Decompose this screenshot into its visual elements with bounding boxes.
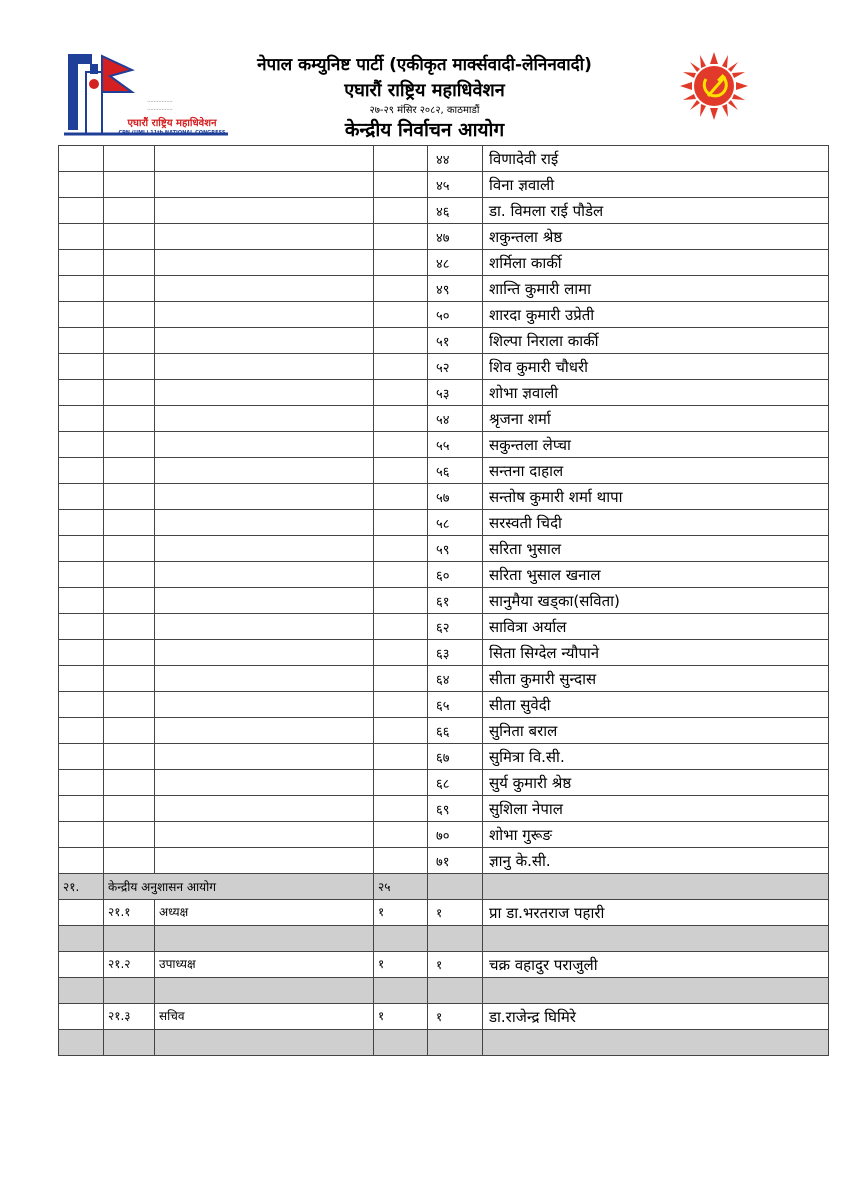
table-row bbox=[59, 770, 829, 796]
empty-cell bbox=[59, 276, 104, 302]
post-count: १ bbox=[374, 900, 428, 926]
candidate-name: शोभा गुरूङ bbox=[483, 822, 829, 848]
candidate-name: श्रृजना शर्मा bbox=[483, 406, 829, 432]
empty-cell bbox=[374, 562, 428, 588]
post-title: सचिव bbox=[155, 1004, 374, 1030]
empty-cell bbox=[104, 198, 155, 224]
empty-cell bbox=[155, 848, 374, 874]
empty-cell bbox=[155, 510, 374, 536]
empty-cell bbox=[104, 302, 155, 328]
table-row bbox=[59, 250, 829, 276]
empty-cell bbox=[104, 796, 155, 822]
empty-cell bbox=[374, 172, 428, 198]
candidate-name: सीता सुवेदी bbox=[483, 692, 829, 718]
empty-cell bbox=[104, 978, 155, 1004]
serial-number: ६० bbox=[428, 562, 483, 588]
svg-text:................: ................ bbox=[147, 98, 173, 104]
svg-text:................: ................ bbox=[147, 106, 173, 112]
empty-cell bbox=[374, 640, 428, 666]
empty-cell bbox=[374, 354, 428, 380]
empty-cell bbox=[155, 406, 374, 432]
table-row bbox=[59, 588, 829, 614]
empty-cell bbox=[374, 926, 428, 952]
serial-number: ६७ bbox=[428, 744, 483, 770]
empty-cell bbox=[155, 302, 374, 328]
candidate-name: ज्ञानु के.सी. bbox=[483, 848, 829, 874]
empty-cell bbox=[374, 250, 428, 276]
serial-number: ५० bbox=[428, 302, 483, 328]
empty-cell bbox=[104, 562, 155, 588]
serial-number: ५४ bbox=[428, 406, 483, 432]
serial-number: ४९ bbox=[428, 276, 483, 302]
empty-cell bbox=[155, 354, 374, 380]
serial-number: ६१ bbox=[428, 588, 483, 614]
empty-cell bbox=[155, 458, 374, 484]
serial-number: ५७ bbox=[428, 484, 483, 510]
empty-cell bbox=[428, 926, 483, 952]
candidate-name: शर्मिला कार्की bbox=[483, 250, 829, 276]
serial-number: ४४ bbox=[428, 146, 483, 172]
post-title: अध्यक्ष bbox=[155, 900, 374, 926]
candidate-name: सरस्वती चिदी bbox=[483, 510, 829, 536]
empty-cell bbox=[59, 432, 104, 458]
post-count: १ bbox=[374, 952, 428, 978]
section-row bbox=[59, 874, 829, 900]
empty-cell bbox=[374, 822, 428, 848]
empty-cell bbox=[374, 692, 428, 718]
candidate-name: शोभा ज्ञवाली bbox=[483, 380, 829, 406]
empty-cell bbox=[59, 588, 104, 614]
serial-number: ६५ bbox=[428, 692, 483, 718]
empty-cell bbox=[104, 380, 155, 406]
empty-cell bbox=[104, 848, 155, 874]
table-row bbox=[59, 614, 829, 640]
empty-cell bbox=[59, 302, 104, 328]
table-row bbox=[59, 744, 829, 770]
table-row bbox=[59, 666, 829, 692]
empty-cell bbox=[104, 484, 155, 510]
candidate-name: शकुन्तला श्रेष्ठ bbox=[483, 224, 829, 250]
separator-row bbox=[59, 926, 829, 952]
serial-number: ६६ bbox=[428, 718, 483, 744]
empty-cell bbox=[59, 536, 104, 562]
candidate-name: शिव कुमारी चौधरी bbox=[483, 354, 829, 380]
candidate-name: शिल्पा निराला कार्की bbox=[483, 328, 829, 354]
empty-cell bbox=[374, 536, 428, 562]
candidate-name: सरिता भुसाल bbox=[483, 536, 829, 562]
candidate-name: सीता कुमारी सुन्दास bbox=[483, 666, 829, 692]
candidate-name: सकुन्तला लेप्चा bbox=[483, 432, 829, 458]
empty-cell bbox=[155, 250, 374, 276]
candidate-name: सुशिला नेपाल bbox=[483, 796, 829, 822]
empty-cell bbox=[155, 1030, 374, 1056]
empty-cell bbox=[155, 224, 374, 250]
empty-cell bbox=[155, 198, 374, 224]
empty-cell bbox=[428, 1030, 483, 1056]
empty-cell bbox=[374, 718, 428, 744]
candidate-name: शान्ति कुमारी लामा bbox=[483, 276, 829, 302]
empty-cell bbox=[59, 562, 104, 588]
empty-cell bbox=[59, 666, 104, 692]
serial-number: ६९ bbox=[428, 796, 483, 822]
post-title: उपाध्यक्ष bbox=[155, 952, 374, 978]
empty-cell bbox=[155, 562, 374, 588]
serial-number: ५२ bbox=[428, 354, 483, 380]
party-emblem-icon bbox=[680, 52, 748, 120]
table-row bbox=[59, 224, 829, 250]
empty-cell bbox=[155, 276, 374, 302]
table-row bbox=[59, 484, 829, 510]
section-number: २१. bbox=[59, 874, 104, 900]
empty-cell bbox=[59, 510, 104, 536]
candidate-name: सिता सिग्देल न्यौपाने bbox=[483, 640, 829, 666]
empty-cell bbox=[59, 718, 104, 744]
logo-subtext: CPN (UML) 11th NATIONAL CONGRESS bbox=[118, 130, 226, 136]
table-row bbox=[59, 692, 829, 718]
empty-cell bbox=[374, 978, 428, 1004]
empty-cell bbox=[483, 926, 829, 952]
serial-number: ६३ bbox=[428, 640, 483, 666]
empty-cell bbox=[59, 900, 104, 926]
empty-cell bbox=[59, 380, 104, 406]
empty-cell bbox=[104, 458, 155, 484]
serial-number: १ bbox=[428, 900, 483, 926]
separator-row bbox=[59, 978, 829, 1004]
serial-number: ४५ bbox=[428, 172, 483, 198]
post-row bbox=[59, 952, 829, 978]
empty-cell bbox=[374, 770, 428, 796]
empty-cell bbox=[374, 146, 428, 172]
empty-cell bbox=[104, 406, 155, 432]
empty-cell bbox=[104, 354, 155, 380]
section-count: २५ bbox=[374, 874, 428, 900]
empty-cell bbox=[428, 978, 483, 1004]
empty-cell bbox=[59, 952, 104, 978]
empty-cell bbox=[104, 510, 155, 536]
serial-number: ४८ bbox=[428, 250, 483, 276]
empty-cell bbox=[374, 510, 428, 536]
serial-number: ६४ bbox=[428, 666, 483, 692]
empty-cell bbox=[104, 718, 155, 744]
serial-number: ४७ bbox=[428, 224, 483, 250]
empty-cell bbox=[104, 172, 155, 198]
separator-row bbox=[59, 1030, 829, 1056]
empty-cell bbox=[374, 614, 428, 640]
empty-cell bbox=[104, 640, 155, 666]
table-row bbox=[59, 432, 829, 458]
table-row bbox=[59, 146, 829, 172]
candidate-name: सन्तोष कुमारी शर्मा थापा bbox=[483, 484, 829, 510]
empty-cell bbox=[155, 666, 374, 692]
empty-cell bbox=[155, 172, 374, 198]
empty-cell bbox=[155, 718, 374, 744]
empty-cell bbox=[104, 146, 155, 172]
candidate-name: विणादेवी राई bbox=[483, 146, 829, 172]
serial-number: ६८ bbox=[428, 770, 483, 796]
empty-cell bbox=[374, 588, 428, 614]
table-row bbox=[59, 354, 829, 380]
empty-cell bbox=[59, 484, 104, 510]
table-row bbox=[59, 822, 829, 848]
empty-cell bbox=[104, 822, 155, 848]
empty-cell bbox=[155, 744, 374, 770]
empty-cell bbox=[59, 198, 104, 224]
table-row bbox=[59, 848, 829, 874]
empty-cell bbox=[374, 406, 428, 432]
empty-cell bbox=[104, 536, 155, 562]
empty-cell bbox=[374, 848, 428, 874]
empty-cell bbox=[59, 354, 104, 380]
empty-cell bbox=[155, 536, 374, 562]
table-row bbox=[59, 640, 829, 666]
empty-cell bbox=[104, 588, 155, 614]
empty-cell bbox=[428, 874, 483, 900]
empty-cell bbox=[104, 224, 155, 250]
post-count: १ bbox=[374, 1004, 428, 1030]
serial-number: ५१ bbox=[428, 328, 483, 354]
empty-cell bbox=[155, 432, 374, 458]
empty-cell bbox=[155, 692, 374, 718]
post-row bbox=[59, 900, 829, 926]
empty-cell bbox=[104, 250, 155, 276]
empty-cell bbox=[59, 770, 104, 796]
empty-cell bbox=[374, 432, 428, 458]
serial-number: १ bbox=[428, 952, 483, 978]
empty-cell bbox=[374, 666, 428, 692]
candidate-name: चक्र वहादुर पराजुली bbox=[483, 952, 829, 978]
candidate-name: सानुमैया खड्का(सविता) bbox=[483, 588, 829, 614]
post-row bbox=[59, 1004, 829, 1030]
table-row bbox=[59, 406, 829, 432]
empty-cell bbox=[155, 380, 374, 406]
candidate-table-body bbox=[59, 146, 829, 1056]
empty-cell bbox=[104, 692, 155, 718]
empty-cell bbox=[483, 978, 829, 1004]
logo-text: एघारौं राष्ट्रिय महाधिवेशन bbox=[127, 118, 217, 129]
candidate-table bbox=[58, 145, 829, 1056]
empty-cell bbox=[483, 874, 829, 900]
candidate-name: शारदा कुमारी उप्रेती bbox=[483, 302, 829, 328]
empty-cell bbox=[104, 926, 155, 952]
empty-cell bbox=[374, 198, 428, 224]
table-row bbox=[59, 198, 829, 224]
candidate-name: सन्तना दाहाल bbox=[483, 458, 829, 484]
table-row bbox=[59, 536, 829, 562]
empty-cell bbox=[374, 458, 428, 484]
empty-cell bbox=[59, 224, 104, 250]
empty-cell bbox=[374, 796, 428, 822]
empty-cell bbox=[155, 614, 374, 640]
serial-number: ५६ bbox=[428, 458, 483, 484]
table-row bbox=[59, 276, 829, 302]
empty-cell bbox=[59, 614, 104, 640]
empty-cell bbox=[155, 796, 374, 822]
empty-cell bbox=[155, 588, 374, 614]
empty-cell bbox=[59, 796, 104, 822]
empty-cell bbox=[374, 328, 428, 354]
empty-cell bbox=[59, 978, 104, 1004]
empty-cell bbox=[59, 848, 104, 874]
post-code: २१.३ bbox=[104, 1004, 155, 1030]
table-row bbox=[59, 458, 829, 484]
serial-number: ६२ bbox=[428, 614, 483, 640]
empty-cell bbox=[104, 770, 155, 796]
serial-number: ५३ bbox=[428, 380, 483, 406]
candidate-name: सरिता भुसाल खनाल bbox=[483, 562, 829, 588]
empty-cell bbox=[155, 926, 374, 952]
serial-number: ७१ bbox=[428, 848, 483, 874]
empty-cell bbox=[155, 640, 374, 666]
empty-cell bbox=[104, 276, 155, 302]
empty-cell bbox=[104, 666, 155, 692]
candidate-name: डा. विमला राई पौडेल bbox=[483, 198, 829, 224]
table-row bbox=[59, 302, 829, 328]
empty-cell bbox=[59, 744, 104, 770]
serial-number: १ bbox=[428, 1004, 483, 1030]
empty-cell bbox=[374, 484, 428, 510]
candidate-name: सुमित्रा वि.सी. bbox=[483, 744, 829, 770]
serial-number: ५५ bbox=[428, 432, 483, 458]
empty-cell bbox=[59, 328, 104, 354]
party-name: नेपाल कम्युनिष्ट पार्टी (एकीकृत मार्क्सवादी-लेनिनवादी) bbox=[257, 55, 592, 75]
empty-cell bbox=[374, 380, 428, 406]
empty-cell bbox=[155, 146, 374, 172]
empty-cell bbox=[374, 302, 428, 328]
empty-cell bbox=[155, 978, 374, 1004]
section-title: केन्द्रीय अनुशासन आयोग bbox=[104, 874, 374, 900]
congress-date: २७-२९ मंसिर २०८२, काठमाडौं bbox=[369, 105, 480, 116]
empty-cell bbox=[59, 1004, 104, 1030]
empty-cell bbox=[59, 172, 104, 198]
candidate-name: प्रा डा.भरतराज पहारी bbox=[483, 900, 829, 926]
commission-title: केन्द्रीय निर्वाचन आयोग bbox=[344, 119, 505, 141]
empty-cell bbox=[59, 1030, 104, 1056]
table-row bbox=[59, 172, 829, 198]
table-row bbox=[59, 328, 829, 354]
empty-cell bbox=[374, 276, 428, 302]
empty-cell bbox=[155, 770, 374, 796]
empty-cell bbox=[374, 1030, 428, 1056]
empty-cell bbox=[155, 328, 374, 354]
empty-cell bbox=[104, 614, 155, 640]
empty-cell bbox=[59, 822, 104, 848]
candidate-name: सुनिता बराल bbox=[483, 718, 829, 744]
empty-cell bbox=[59, 406, 104, 432]
empty-cell bbox=[104, 432, 155, 458]
empty-cell bbox=[104, 1030, 155, 1056]
empty-cell bbox=[374, 224, 428, 250]
document-header bbox=[0, 0, 849, 146]
table-row bbox=[59, 562, 829, 588]
candidate-name: सुर्य कुमारी श्रेष्ठ bbox=[483, 770, 829, 796]
candidate-name: सावित्रा अर्याल bbox=[483, 614, 829, 640]
empty-cell bbox=[155, 484, 374, 510]
empty-cell bbox=[104, 744, 155, 770]
serial-number: ५८ bbox=[428, 510, 483, 536]
empty-cell bbox=[104, 328, 155, 354]
candidate-name: विना ज्ञवाली bbox=[483, 172, 829, 198]
empty-cell bbox=[59, 146, 104, 172]
candidate-name: डा.राजेन्द्र घिमिरे bbox=[483, 1004, 829, 1030]
serial-number: ५९ bbox=[428, 536, 483, 562]
empty-cell bbox=[374, 744, 428, 770]
empty-cell bbox=[59, 692, 104, 718]
serial-number: ४६ bbox=[428, 198, 483, 224]
empty-cell bbox=[155, 822, 374, 848]
congress-title: एघारौं राष्ट्रिय महाधिवेशन bbox=[344, 80, 505, 101]
empty-cell bbox=[59, 250, 104, 276]
empty-cell bbox=[59, 926, 104, 952]
table-row bbox=[59, 796, 829, 822]
empty-cell bbox=[59, 458, 104, 484]
empty-cell bbox=[483, 1030, 829, 1056]
post-code: २१.२ bbox=[104, 952, 155, 978]
post-code: २१.१ bbox=[104, 900, 155, 926]
table-row bbox=[59, 380, 829, 406]
table-row bbox=[59, 510, 829, 536]
empty-cell bbox=[59, 640, 104, 666]
table-row bbox=[59, 718, 829, 744]
serial-number: ७० bbox=[428, 822, 483, 848]
